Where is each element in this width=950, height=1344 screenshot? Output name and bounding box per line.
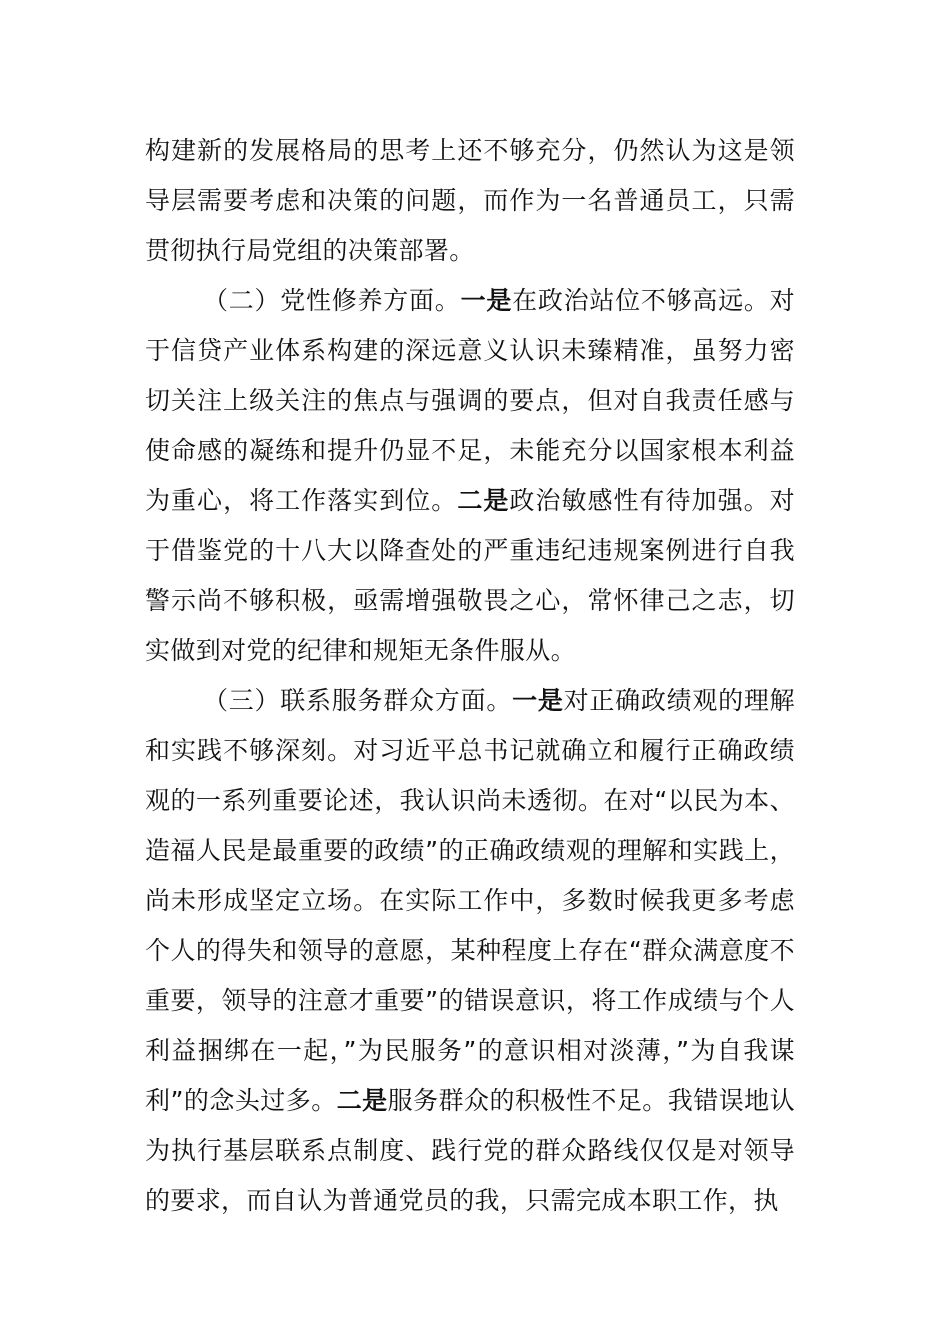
point-two-text: 政治敏感性有待加强。对于借鉴党的十八大以降查处的严重违纪违规案例进行自我警示尚不够积极，亟需增强敬畏之心，常怀律己之志，切实做到对党的纪律和规矩无条件服从。 bbox=[145, 486, 796, 665]
point-two-text: 服务群众的积极性不足。我错误地认为执行基层联系点制度、践行党的群众路线仅仅是对领导的要求，而自认为普通党员的我，只需完成本职工作，执 bbox=[145, 1086, 795, 1215]
point-one-label: 一是 bbox=[460, 286, 513, 315]
point-two-label: 二是 bbox=[457, 486, 510, 515]
paragraph-party-spirit bbox=[145, 276, 795, 676]
point-two-label: 二是 bbox=[336, 1086, 388, 1115]
paragraph-1 bbox=[145, 126, 795, 276]
point-one-label: 一是 bbox=[512, 686, 564, 715]
paragraph-1-text: 构建新的发展格局的思考上还不够充分，仍然认为这是领导层需要考虑和决策的问题，而作为一名普通员工，只需贯彻执行局党组的决策部署。 bbox=[145, 136, 795, 265]
document-body bbox=[145, 126, 795, 1226]
paragraph-serving-masses bbox=[145, 676, 795, 1226]
point-one-text: 对正确政绩观的理解和实践不够深刻。对习近平总书记就确立和履行正确政绩观的一系列重要论述，我认识尚未透彻。在对“以民为本、造福人民是最重要的政绩”的正确政绩观的理解和实践上，尚未形成坚定立场。在实际工作中，多数时候我更多考虑个人的得失和领导的意愿，某种程度上存在“群众满意度不重要，领导的注意才重要”的错误意识，将工作成绩与个人利益捆绑在一起，”为民服务”的意识相对淡薄，”为自我谋利”的念头过多。 bbox=[145, 686, 795, 1115]
party-spirit-heading: （二）党性修养方面。 bbox=[203, 286, 461, 315]
point-one-text: 在政治站位不够高远。对于信贷产业体系构建的深远意义认识未臻精准，虽努力密切关注上级关注的焦点与强调的要点，但对自我责任感与使命感的凝练和提升仍显不足，未能充分以国家根本利益为重心，将工作落实到位。 bbox=[145, 286, 795, 515]
serving-masses-heading: （三）联系服务群众方面。 bbox=[203, 686, 513, 715]
